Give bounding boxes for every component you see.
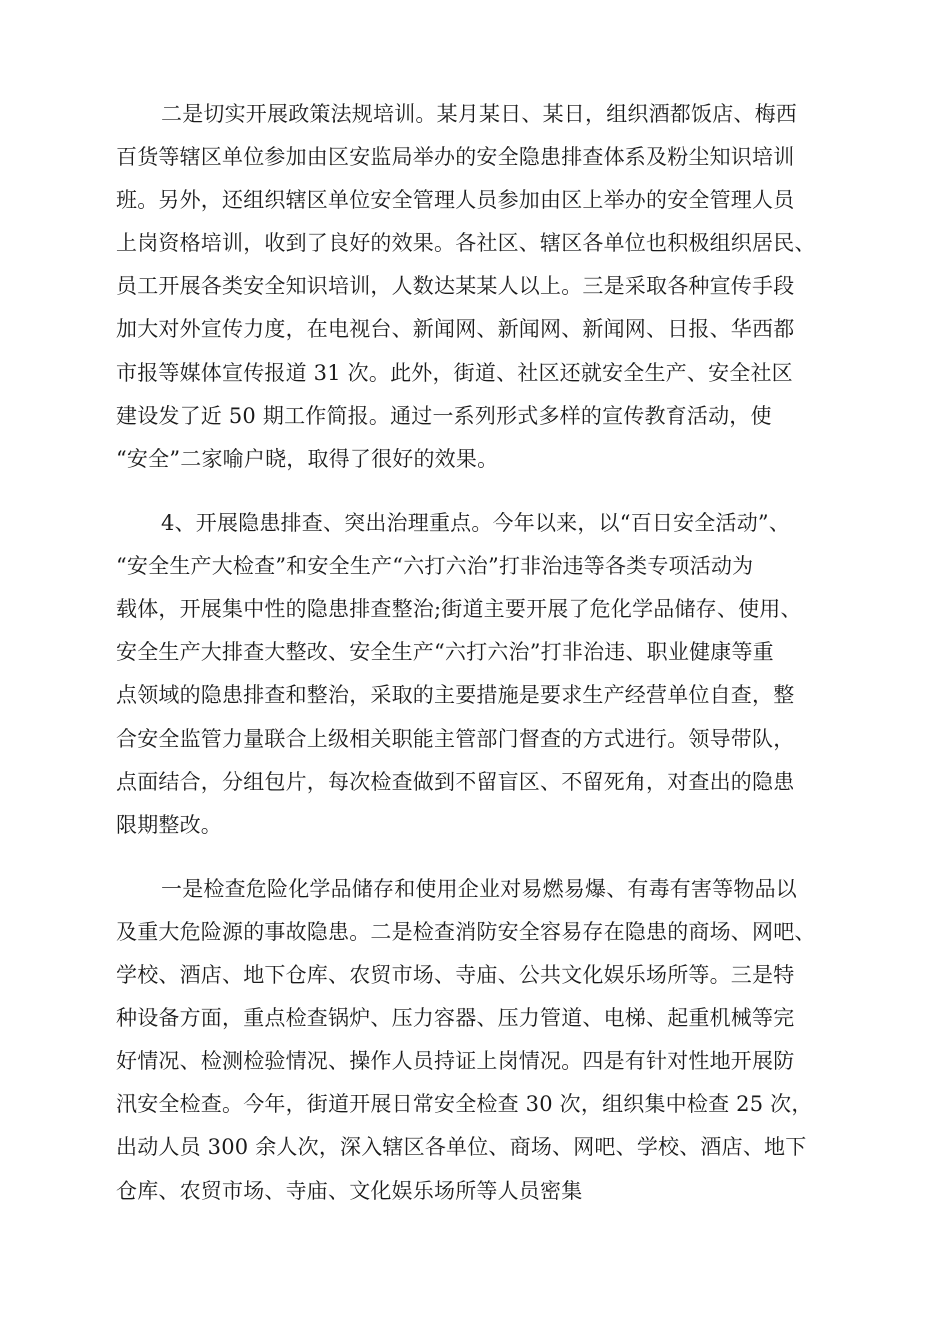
text-line: 限期整改。 [116, 813, 222, 837]
text-line: 二是切实开展政策法规培训。某月某日、某日，组织酒都饭店、梅西 [161, 102, 797, 126]
text-line: 班。另外，还组织辖区单位安全管理人员参加由区上举办的安全管理人员 [116, 188, 795, 212]
text-line: 建设发了近 50 期工作简报。通过一系列形式多样的宣传教育活动，使 [116, 404, 772, 428]
text-line: 百货等辖区单位参加由区安监局举办的安全隐患排查体系及粉尘知识培训 [116, 145, 795, 169]
text-line: 学校、酒店、地下仓库、农贸市场、寺庙、公共文化娱乐场所等。三是特 [116, 963, 795, 987]
text-line: 员工开展各类安全知识培训，人数达某某人以上。三是采取各种宣传手段 [116, 274, 795, 298]
text-line: 及重大危险源的事故隐患。二是检查消防安全容易存在隐患的商场、网吧、 [116, 920, 816, 944]
text-line: 点领域的隐患排查和整治，采取的主要措施是要求生产经营单位自查，整 [116, 683, 795, 707]
text-line: “安全”二家喻户晓，取得了很好的效果。 [116, 447, 499, 471]
text-line: 4、开展隐患排查、突出治理重点。今年以来，以“百日安全活动”、 [161, 511, 791, 535]
text-line: 好情况、检测检验情况、操作人员持证上岗情况。四是有针对性地开展防 [116, 1049, 795, 1073]
text-line: 点面结合，分组包片，每次检查做到不留盲区、不留死角，对查出的隐患 [116, 770, 795, 794]
text-line: 载体，开展集中性的隐患排查整治;街道主要开展了危化学品储存、使用、 [116, 597, 802, 621]
text-line: 上岗资格培训，收到了良好的效果。各社区、辖区各单位也积极组织居民、 [116, 231, 816, 255]
text-line: 合安全监管力量联合上级相关职能主管部门督查的方式进行。领导带队， [116, 727, 795, 751]
text-line: “安全生产大检查”和安全生产“六打六治”打非治违等各类专项活动为 [116, 554, 754, 578]
text-line: 市报等媒体宣传报道 31 次。此外，街道、社区还就安全生产、安全社区 [116, 361, 793, 385]
text-line: 加大对外宣传力度，在电视台、新闻网、新闻网、新闻网、日报、华西都 [116, 317, 795, 341]
text-line: 安全生产大排查大整改、安全生产“六打六治”打非治违、职业健康等重 [116, 640, 774, 664]
text-line: 汛安全检查。今年，街道开展日常安全检查 30 次，组织集中检查 25 次， [116, 1092, 813, 1116]
text-line: 仓库、农贸市场、寺庙、文化娱乐场所等人员密集 [116, 1179, 583, 1203]
text-line: 出动人员 300 余人次，深入辖区各单位、商场、网吧、学校、酒店、地下 [116, 1135, 807, 1159]
text-line: 种设备方面，重点检查锅炉、压力容器、压力管道、电梯、起重机械等完 [116, 1006, 795, 1030]
text-line: 一是检查危险化学品储存和使用企业对易燃易爆、有毒有害等物品以 [161, 877, 797, 901]
